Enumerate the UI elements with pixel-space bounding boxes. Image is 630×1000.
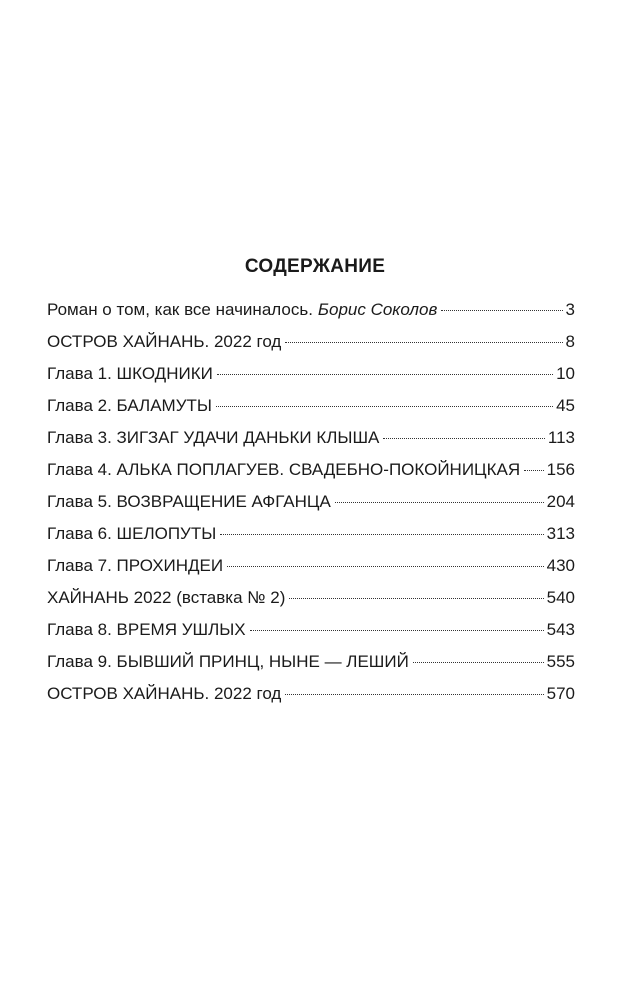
toc-entry-title: Глава 6. ШЕЛОПУТЫ (47, 524, 217, 543)
dot-leader (217, 374, 553, 375)
dot-leader (216, 406, 553, 407)
toc-entry-page-number: 313 (546, 524, 575, 543)
dot-leader (227, 566, 544, 567)
toc-entry (47, 426, 575, 458)
toc-entry-title: Глава 4. АЛЬКА ПОПЛАГУЕВ. СВАДЕБНО-ПОКОЙНИЦКАЯ (47, 460, 521, 479)
toc-entry-title: Глава 5. ВОЗВРАЩЕНИЕ АФГАНЦА (47, 492, 331, 511)
toc-entry-title: Глава 1. ШКОДНИКИ (47, 364, 213, 383)
dot-leader (220, 534, 543, 535)
toc-entry (47, 458, 575, 490)
toc-entry-page-number: 156 (546, 460, 575, 479)
toc-entry-page-number: 543 (546, 620, 575, 639)
dot-leader (250, 630, 544, 631)
dot-leader (441, 310, 562, 311)
table-of-contents (47, 298, 575, 714)
dot-leader (335, 502, 544, 503)
toc-entry (47, 618, 575, 650)
toc-entry (47, 362, 575, 394)
toc-entry (47, 298, 575, 330)
toc-entry (47, 330, 575, 362)
toc-entry-author: Борис Соколов (317, 300, 438, 319)
toc-entry (47, 650, 575, 682)
toc-entry-title: Глава 3. ЗИГЗАГ УДАЧИ ДАНЬКИ КЛЫША (47, 428, 380, 447)
toc-entry-title: Глава 8. ВРЕМЯ УШЛЫХ (47, 620, 246, 639)
dot-leader (285, 694, 543, 695)
toc-entry-page-number: 540 (546, 588, 575, 607)
toc-entry-page-number: 45 (556, 396, 575, 415)
dot-leader (289, 598, 543, 599)
toc-entry (47, 490, 575, 522)
toc-entry (47, 554, 575, 586)
toc-entry (47, 394, 575, 426)
dot-leader (524, 470, 543, 471)
toc-entry-title: ХАЙНАНЬ 2022 (вставка № 2) (47, 588, 286, 607)
toc-entry-title: ОСТРОВ ХАЙНАНЬ. 2022 год (47, 332, 282, 351)
toc-entry-title: Глава 9. БЫВШИЙ ПРИНЦ, НЫНЕ — ЛЕШИЙ (47, 652, 409, 671)
toc-heading: СОДЕРЖАНИЕ (244, 256, 386, 277)
toc-entry (47, 682, 575, 714)
toc-entry-title: Роман о том, как все начиналось. (47, 300, 313, 319)
toc-entry (47, 522, 575, 554)
toc-entry-page-number: 3 (565, 300, 575, 319)
dot-leader (383, 438, 545, 439)
toc-entry-page-number: 8 (565, 332, 575, 351)
toc-entry-title: ОСТРОВ ХАЙНАНЬ. 2022 год (47, 684, 282, 703)
toc-entry-page-number: 430 (546, 556, 575, 575)
toc-entry-page-number: 10 (556, 364, 575, 383)
dot-leader (413, 662, 544, 663)
toc-entry-page-number: 204 (546, 492, 575, 511)
toc-entry-title: Глава 2. БАЛАМУТЫ (47, 396, 212, 415)
toc-entry-page-number: 570 (546, 684, 575, 703)
dot-leader (285, 342, 562, 343)
toc-entry-title: Глава 7. ПРОХИНДЕИ (47, 556, 224, 575)
toc-entry-page-number: 113 (547, 428, 575, 447)
toc-entry (47, 586, 575, 618)
toc-entry-page-number: 555 (546, 652, 575, 671)
